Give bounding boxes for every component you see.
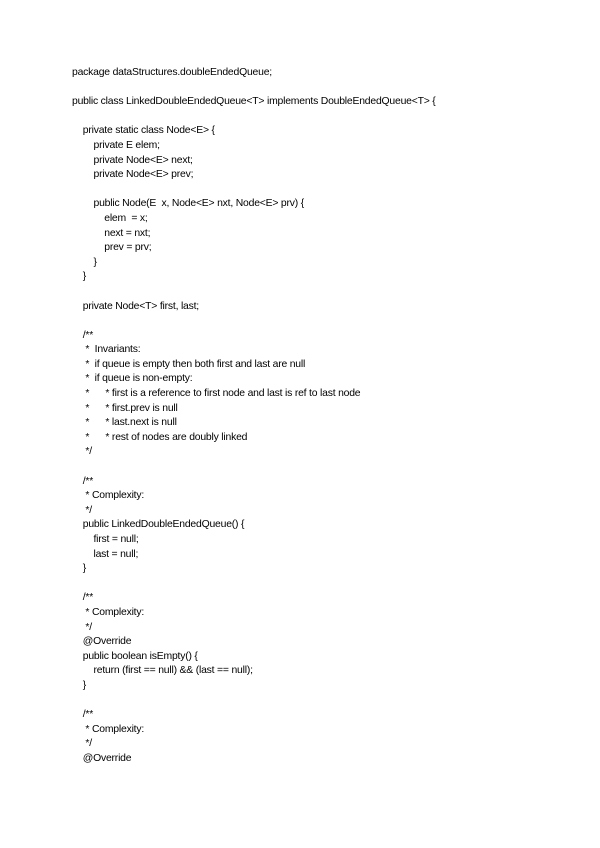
code-line: public Node(E x, Node<E> nxt, Node<E> prv) { [72, 198, 304, 210]
code-line: * * rest of nodes are doubly linked [72, 431, 248, 443]
code-line: /** [72, 329, 94, 341]
code-line: * * first.prev is null [72, 402, 178, 414]
code-line [72, 285, 436, 300]
code-line: */ [72, 446, 92, 458]
code-line: * if queue is empty then both first and last are null [72, 358, 306, 370]
code-line [72, 460, 436, 475]
code-line: @Override [72, 636, 132, 648]
code-line: */ [72, 621, 92, 633]
code-line: public class LinkedDoubleEndedQueue<T> implements DoubleEndedQueue<T> { [72, 96, 436, 108]
code-line: */ [72, 738, 92, 750]
code-line: public LinkedDoubleEndedQueue() { [72, 519, 245, 531]
code-line: * * last.next is null [72, 417, 177, 429]
code-line [72, 110, 436, 125]
code-line: private Node<E> prev; [72, 169, 194, 181]
code-line: /** [72, 475, 94, 487]
code-line: private Node<E> next; [72, 154, 193, 166]
code-line: * * first is a reference to first node and last is ref to last node [72, 388, 361, 400]
code-line: package dataStructures.doubleEndedQueue; [72, 67, 272, 78]
code-line: first = null; [72, 534, 139, 545]
code-line: * Complexity: [72, 606, 145, 618]
code-line: * if queue is non-empty: [72, 373, 193, 385]
code-listing [72, 66, 436, 767]
code-line: } [72, 679, 87, 691]
code-line: } [72, 271, 87, 283]
code-line: last = null; [72, 548, 139, 560]
code-line: * Complexity: [72, 490, 145, 502]
code-line: elem = x; [72, 212, 148, 224]
code-line: * Complexity: [72, 723, 145, 735]
code-line: } [72, 563, 87, 575]
code-line: private static class Node<E> { [72, 125, 215, 137]
code-line: @Override [72, 752, 132, 764]
code-line: public boolean isEmpty() { [72, 650, 198, 662]
code-line [72, 314, 436, 329]
code-line: private Node<T> first, last; [72, 300, 199, 312]
code-line: * Invariants: [72, 344, 141, 356]
code-line: } [72, 256, 97, 268]
code-line [72, 183, 436, 198]
code-line [72, 577, 436, 592]
code-line: */ [72, 504, 92, 516]
code-line: next = nxt; [72, 227, 151, 239]
code-line: /** [72, 592, 94, 604]
code-line: return (first == null) && (last == null); [72, 665, 253, 677]
code-line [72, 81, 436, 96]
code-line: private E elem; [72, 139, 160, 151]
code-line: /** [72, 709, 94, 721]
code-line: prev = prv; [72, 242, 152, 254]
code-line [72, 694, 436, 709]
